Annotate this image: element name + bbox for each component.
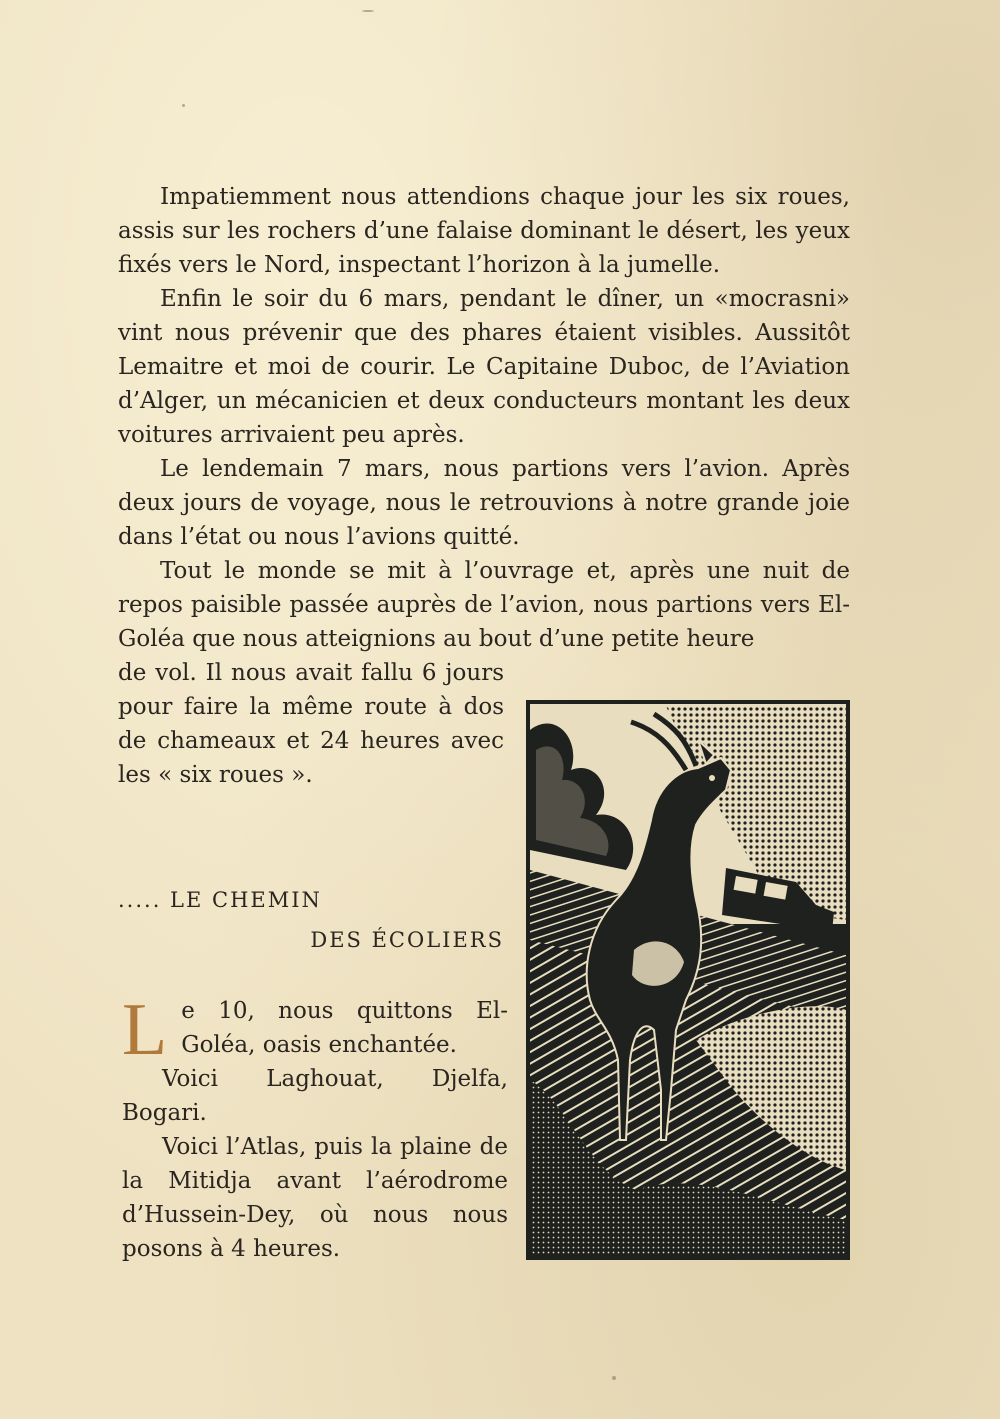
paragraph: Le lendemain 7 mars, nous partions vers l’avion. Après deux jours de voyage, nous le retrouvions à notre grande joie dans l’état ou nous l’avions quitté. [118,456,850,550]
final-text [122,989,508,1266]
paragraph: Impatiemment nous attendions chaque jour les six roues, assis sur les rochers d’une falaise dominant le désert, les yeux fixés vers le Nord, inspectant l’horizon à la jumelle. [118,184,850,278]
paragraph-text: e 10, nous quittons El-Goléa, oasis enchantée. [181,998,508,1058]
paragraph: Tout le monde se mit à l’ouvrage et, après une nuit de repos paisible passée auprès de l’avion, nous partions vers El-Goléa que nous atteignions au bout d’une petite heure [118,558,850,652]
main-text [118,180,850,656]
paper-speck [182,104,185,107]
continuation-text [118,656,504,792]
paragraph: Voici l’Atlas, puis la plaine de la Mitidja avant l’aérodrome d’Hussein-Dey, où nous nous posons à 4 heures. [122,1134,508,1262]
section-heading [118,880,504,960]
section-heading-line: ..... LE CHEMIN [118,888,322,912]
section-heading-line: DES ÉCOLIERS [310,928,504,952]
paragraph [122,989,508,1071]
paper-speck [362,10,374,12]
antelope-eye [709,775,715,781]
paragraph-continuation: de vol. Il nous avait fallu 6 jours pour faire la même route à dos de chameaux et 24 heures avec les « six roues ». [118,660,504,788]
paragraph: Voici Laghouat, Djelfa, Bogari. [122,1066,508,1126]
antelope-woodcut-icon [526,700,850,1260]
drop-cap: L [122,989,168,1071]
paper-speck [612,1376,616,1380]
paragraph: Enfin le soir du 6 mars, pendant le dîner, un «mocrasni» vint nous prévenir que des phares étaient visibles. Aussitôt Lemaitre et moi de courir. Le Capitaine Duboc, de l’Aviation d’Alger, un mécanicien et deux conducteurs montant les deux voitures arrivaient peu après. [118,286,850,448]
